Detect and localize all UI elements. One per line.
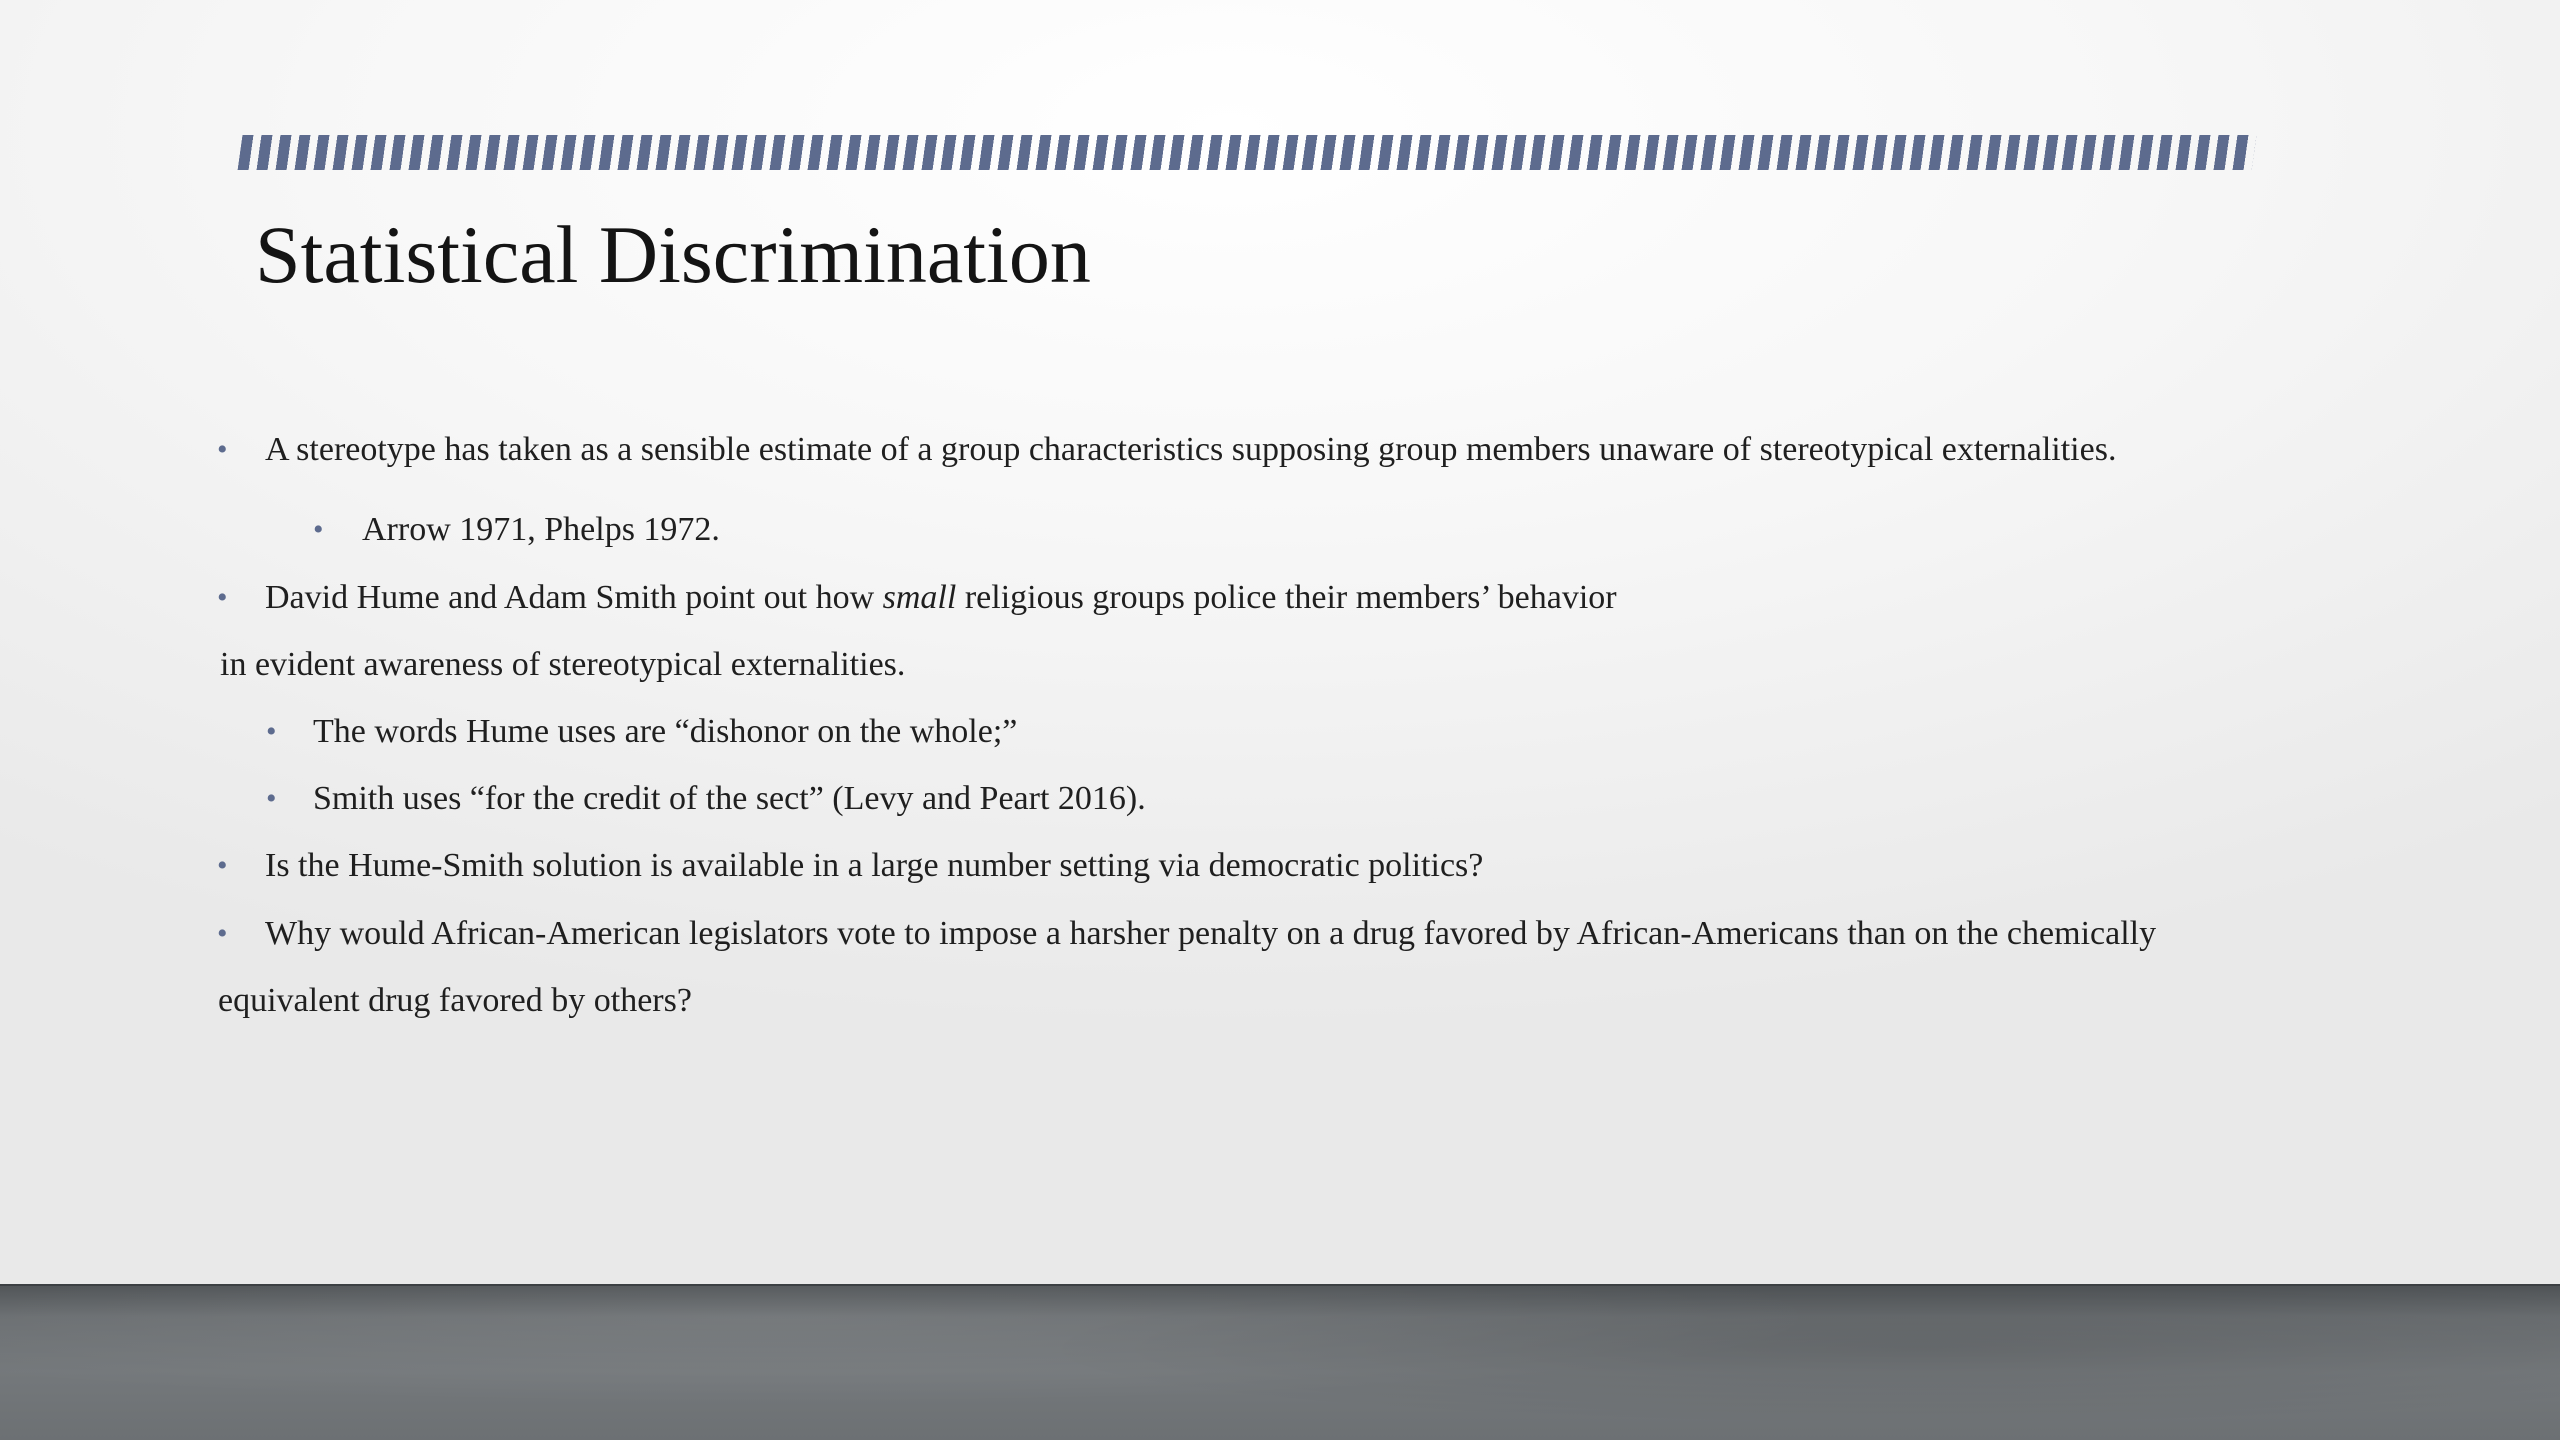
sub-bullet-hume-words: The words Hume uses are “dishonor on the whole;”: [313, 713, 1018, 750]
sub-bullet-arrow-phelps: Arrow 1971, Phelps 1972.: [362, 511, 720, 548]
floor-background: [0, 1284, 2560, 1440]
bullet-stereotype: A stereotype has taken as a sensible estimate of a group characteristics supposing group members unaware of stereotypical externalities.: [265, 431, 2117, 468]
bullet-hume-smith: [265, 574, 1617, 622]
slide-title: Statistical Discrimination: [255, 209, 1091, 300]
bullet-dot-icon: •: [313, 513, 324, 546]
sub-bullet-smith-words: Smith uses “for the credit of the sect” (Levy and Peart 2016).: [313, 780, 1146, 817]
bullet-dot-icon: •: [266, 715, 277, 748]
bullet-hume-smith-continued: in evident awareness of stereotypical externalities.: [220, 646, 906, 683]
bullet-dot-icon: •: [217, 917, 228, 950]
bullet-hume-smith-solution: Is the Hume-Smith solution is available in a large number setting via democratic politics?: [265, 847, 1484, 884]
bullet-legislators-continued: equivalent drug favored by others?: [218, 982, 692, 1019]
bullet-dot-icon: •: [217, 849, 228, 882]
bullet-dot-icon: •: [217, 433, 228, 466]
bullet-legislators-question: Why would African-American legislators vote to impose a harsher penalty on a drug favored by African-Americans than on the chemically: [265, 915, 2157, 952]
emphasis-small: small: [882, 579, 957, 616]
bullet-dot-icon: •: [266, 782, 277, 815]
bullet-text-start: David Hume and Adam Smith point out how: [265, 579, 883, 616]
decorative-stripe-bar: [238, 135, 2257, 170]
bullet-text-end: religious groups police their members’ behavior: [956, 579, 1617, 616]
bullet-dot-icon: •: [217, 581, 228, 614]
